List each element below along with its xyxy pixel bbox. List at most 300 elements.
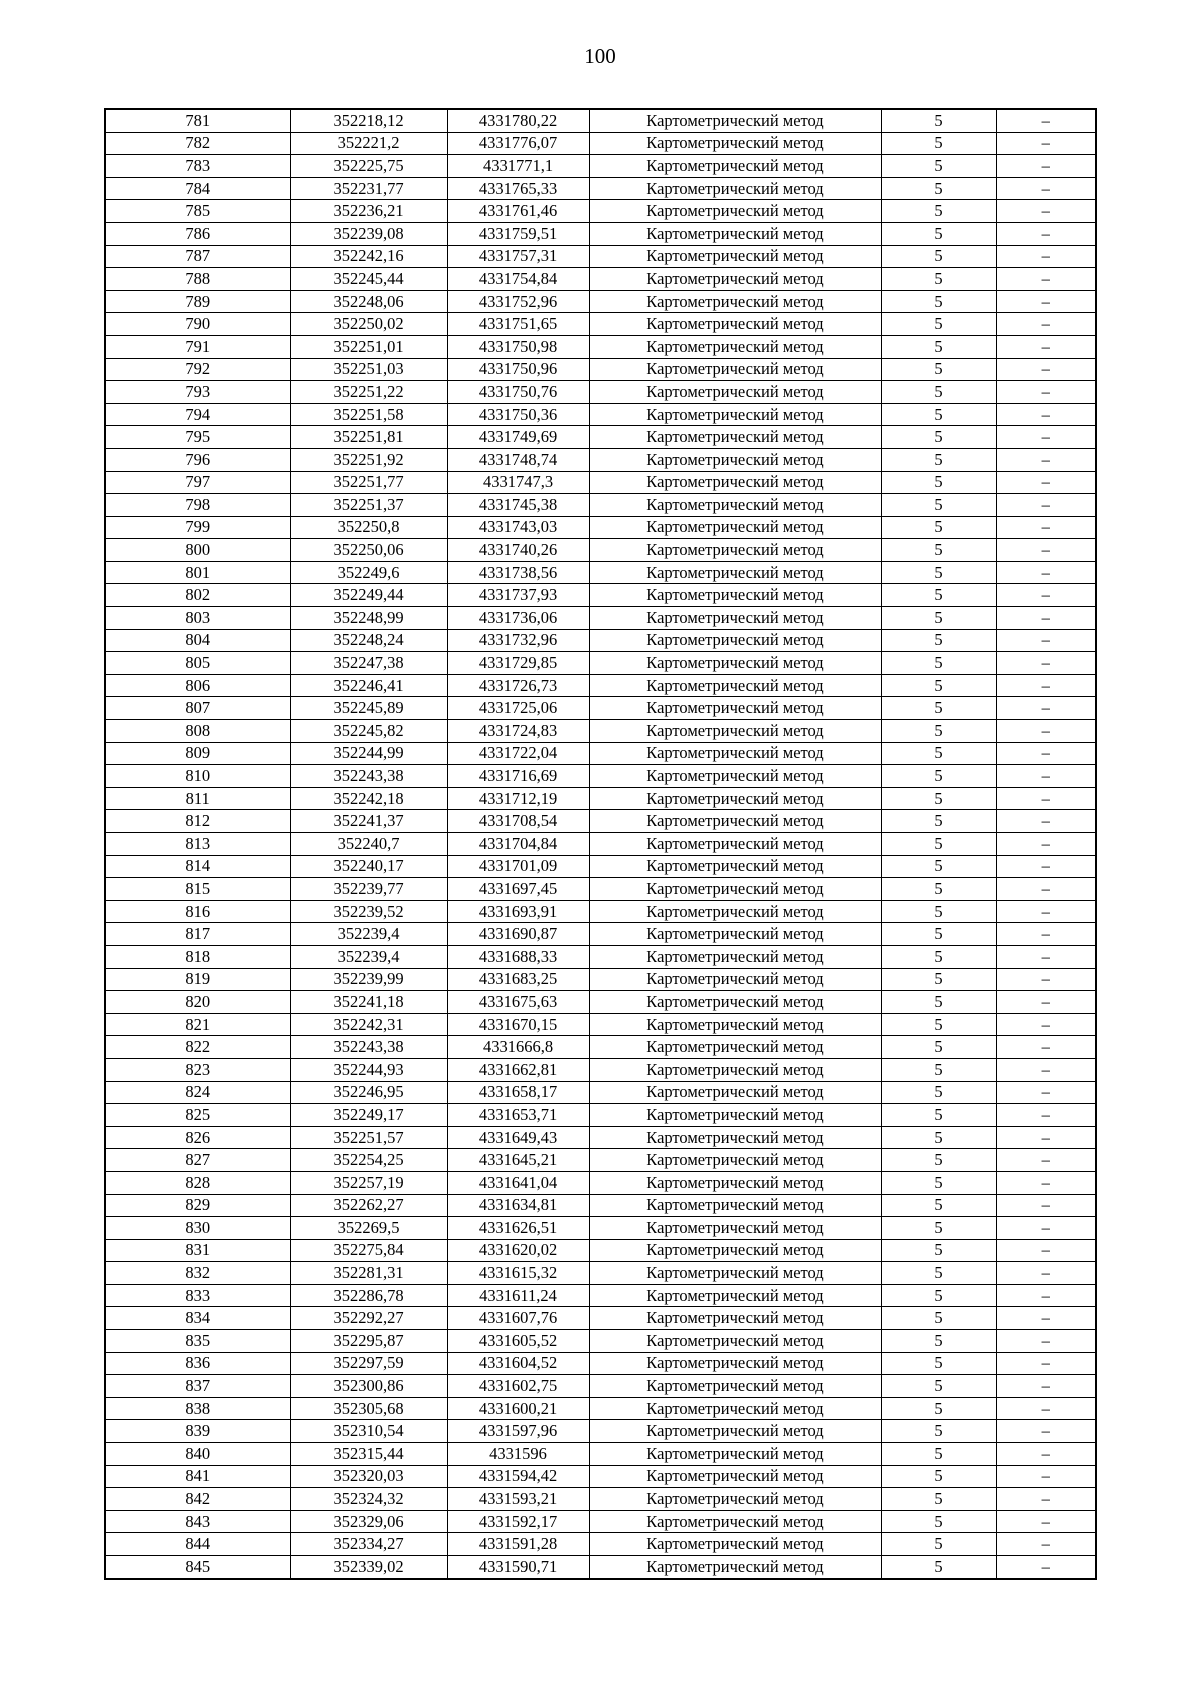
table-row: [105, 629, 1096, 652]
note-cell: –: [996, 494, 1096, 517]
x-coordinate-cell: 352305,68: [290, 1397, 447, 1420]
accuracy-cell: 5: [881, 313, 996, 336]
table-row: [105, 516, 1096, 539]
y-coordinate-cell: 4331757,31: [447, 245, 589, 268]
note-cell: –: [996, 268, 1096, 291]
x-coordinate-cell: 352250,8: [290, 516, 447, 539]
table-row: [105, 1194, 1096, 1217]
accuracy-cell: 5: [881, 1284, 996, 1307]
point-number-cell: 819: [105, 968, 290, 991]
point-number-cell: 786: [105, 222, 290, 245]
note-cell: –: [996, 313, 1096, 336]
table-row: [105, 607, 1096, 630]
method-cell: Картометрический метод: [589, 1262, 881, 1285]
y-coordinate-cell: 4331693,91: [447, 900, 589, 923]
method-cell: Картометрический метод: [589, 1488, 881, 1511]
table-row: [105, 1104, 1096, 1127]
note-cell: –: [996, 1262, 1096, 1285]
y-coordinate-cell: 4331701,09: [447, 855, 589, 878]
accuracy-cell: 5: [881, 155, 996, 178]
note-cell: –: [996, 900, 1096, 923]
point-number-cell: 815: [105, 878, 290, 901]
y-coordinate-cell: 4331736,06: [447, 607, 589, 630]
accuracy-cell: 5: [881, 810, 996, 833]
accuracy-cell: 5: [881, 945, 996, 968]
accuracy-cell: 5: [881, 1375, 996, 1398]
point-number-cell: 781: [105, 109, 290, 132]
y-coordinate-cell: 4331658,17: [447, 1081, 589, 1104]
table-row: [105, 1330, 1096, 1353]
note-cell: –: [996, 1397, 1096, 1420]
y-coordinate-cell: 4331729,85: [447, 652, 589, 675]
point-number-cell: 828: [105, 1171, 290, 1194]
x-coordinate-cell: 352339,02: [290, 1556, 447, 1579]
table-row: [105, 968, 1096, 991]
note-cell: –: [996, 1465, 1096, 1488]
accuracy-cell: 5: [881, 494, 996, 517]
y-coordinate-cell: 4331748,74: [447, 448, 589, 471]
table-row: [105, 991, 1096, 1014]
x-coordinate-cell: 352243,38: [290, 1036, 447, 1059]
x-coordinate-cell: 352334,27: [290, 1533, 447, 1556]
point-number-cell: 821: [105, 1013, 290, 1036]
y-coordinate-cell: 4331749,69: [447, 426, 589, 449]
method-cell: Картометрический метод: [589, 1081, 881, 1104]
method-cell: Картометрический метод: [589, 109, 881, 132]
x-coordinate-cell: 352251,57: [290, 1126, 447, 1149]
y-coordinate-cell: 4331712,19: [447, 787, 589, 810]
y-coordinate-cell: 4331666,8: [447, 1036, 589, 1059]
table-row: [105, 1307, 1096, 1330]
y-coordinate-cell: 4331708,54: [447, 810, 589, 833]
x-coordinate-cell: 352240,17: [290, 855, 447, 878]
table-row: [105, 652, 1096, 675]
x-coordinate-cell: 352248,99: [290, 607, 447, 630]
table-row: [105, 1058, 1096, 1081]
accuracy-cell: 5: [881, 968, 996, 991]
x-coordinate-cell: 352250,06: [290, 539, 447, 562]
point-number-cell: 837: [105, 1375, 290, 1398]
note-cell: –: [996, 697, 1096, 720]
table-row: [105, 448, 1096, 471]
accuracy-cell: 5: [881, 900, 996, 923]
table-row: [105, 539, 1096, 562]
note-cell: –: [996, 720, 1096, 743]
y-coordinate-cell: 4331615,32: [447, 1262, 589, 1285]
table-row: [105, 945, 1096, 968]
x-coordinate-cell: 352239,4: [290, 945, 447, 968]
point-number-cell: 817: [105, 923, 290, 946]
table-row: [105, 1465, 1096, 1488]
point-number-cell: 833: [105, 1284, 290, 1307]
note-cell: –: [996, 810, 1096, 833]
method-cell: Картометрический метод: [589, 1443, 881, 1466]
point-number-cell: 836: [105, 1352, 290, 1375]
y-coordinate-cell: 4331704,84: [447, 833, 589, 856]
table-row: [105, 1375, 1096, 1398]
x-coordinate-cell: 352218,12: [290, 109, 447, 132]
method-cell: Картометрический метод: [589, 268, 881, 291]
point-number-cell: 804: [105, 629, 290, 652]
note-cell: –: [996, 945, 1096, 968]
accuracy-cell: 5: [881, 991, 996, 1014]
y-coordinate-cell: 4331732,96: [447, 629, 589, 652]
table-row: [105, 1443, 1096, 1466]
table-row: [105, 109, 1096, 132]
table-row: [105, 155, 1096, 178]
accuracy-cell: 5: [881, 1217, 996, 1240]
y-coordinate-cell: 4331600,21: [447, 1397, 589, 1420]
x-coordinate-cell: 352242,16: [290, 245, 447, 268]
note-cell: –: [996, 833, 1096, 856]
note-cell: –: [996, 155, 1096, 178]
method-cell: Картометрический метод: [589, 1533, 881, 1556]
method-cell: Картометрический метод: [589, 516, 881, 539]
y-coordinate-cell: 4331750,76: [447, 381, 589, 404]
y-coordinate-cell: 4331750,98: [447, 335, 589, 358]
x-coordinate-cell: 352251,22: [290, 381, 447, 404]
accuracy-cell: 5: [881, 1420, 996, 1443]
note-cell: –: [996, 1284, 1096, 1307]
method-cell: Картометрический метод: [589, 945, 881, 968]
method-cell: Картометрический метод: [589, 1397, 881, 1420]
point-number-cell: 827: [105, 1149, 290, 1172]
coordinates-table: [104, 108, 1097, 1580]
method-cell: Картометрический метод: [589, 426, 881, 449]
point-number-cell: 832: [105, 1262, 290, 1285]
table-row: [105, 720, 1096, 743]
note-cell: –: [996, 109, 1096, 132]
y-coordinate-cell: 4331780,22: [447, 109, 589, 132]
table-row: [105, 584, 1096, 607]
note-cell: –: [996, 1488, 1096, 1511]
table-row: [105, 1149, 1096, 1172]
table-row: [105, 697, 1096, 720]
table-row: [105, 1126, 1096, 1149]
table-row: [105, 1533, 1096, 1556]
note-cell: –: [996, 1149, 1096, 1172]
note-cell: –: [996, 245, 1096, 268]
note-cell: –: [996, 652, 1096, 675]
y-coordinate-cell: 4331591,28: [447, 1533, 589, 1556]
note-cell: –: [996, 584, 1096, 607]
accuracy-cell: 5: [881, 1081, 996, 1104]
method-cell: Картометрический метод: [589, 471, 881, 494]
y-coordinate-cell: 4331605,52: [447, 1330, 589, 1353]
method-cell: Картометрический метод: [589, 900, 881, 923]
method-cell: Картометрический метод: [589, 1352, 881, 1375]
method-cell: Картометрический метод: [589, 539, 881, 562]
x-coordinate-cell: 352275,84: [290, 1239, 447, 1262]
point-number-cell: 843: [105, 1510, 290, 1533]
note-cell: –: [996, 1375, 1096, 1398]
table-row: [105, 855, 1096, 878]
accuracy-cell: 5: [881, 742, 996, 765]
method-cell: Картометрический метод: [589, 1420, 881, 1443]
accuracy-cell: 5: [881, 787, 996, 810]
y-coordinate-cell: 4331690,87: [447, 923, 589, 946]
accuracy-cell: 5: [881, 923, 996, 946]
x-coordinate-cell: 352239,08: [290, 222, 447, 245]
y-coordinate-cell: 4331620,02: [447, 1239, 589, 1262]
method-cell: Картометрический метод: [589, 923, 881, 946]
y-coordinate-cell: 4331645,21: [447, 1149, 589, 1172]
x-coordinate-cell: 352315,44: [290, 1443, 447, 1466]
note-cell: –: [996, 1013, 1096, 1036]
note-cell: –: [996, 1194, 1096, 1217]
accuracy-cell: 5: [881, 1330, 996, 1353]
note-cell: –: [996, 381, 1096, 404]
y-coordinate-cell: 4331594,42: [447, 1465, 589, 1488]
y-coordinate-cell: 4331724,83: [447, 720, 589, 743]
table-row: [105, 765, 1096, 788]
accuracy-cell: 5: [881, 833, 996, 856]
x-coordinate-cell: 352251,92: [290, 448, 447, 471]
note-cell: –: [996, 561, 1096, 584]
point-number-cell: 793: [105, 381, 290, 404]
y-coordinate-cell: 4331697,45: [447, 878, 589, 901]
table-row: [105, 787, 1096, 810]
x-coordinate-cell: 352242,18: [290, 787, 447, 810]
point-number-cell: 830: [105, 1217, 290, 1240]
table-row: [105, 1217, 1096, 1240]
point-number-cell: 838: [105, 1397, 290, 1420]
x-coordinate-cell: 352251,03: [290, 358, 447, 381]
point-number-cell: 806: [105, 674, 290, 697]
x-coordinate-cell: 352244,93: [290, 1058, 447, 1081]
table-row: [105, 1081, 1096, 1104]
note-cell: –: [996, 539, 1096, 562]
note-cell: –: [996, 448, 1096, 471]
y-coordinate-cell: 4331725,06: [447, 697, 589, 720]
x-coordinate-cell: 352286,78: [290, 1284, 447, 1307]
point-number-cell: 798: [105, 494, 290, 517]
note-cell: –: [996, 471, 1096, 494]
point-number-cell: 805: [105, 652, 290, 675]
accuracy-cell: 5: [881, 1149, 996, 1172]
table-row: [105, 494, 1096, 517]
accuracy-cell: 5: [881, 109, 996, 132]
note-cell: –: [996, 1307, 1096, 1330]
note-cell: –: [996, 765, 1096, 788]
method-cell: Картометрический метод: [589, 1375, 881, 1398]
method-cell: Картометрический метод: [589, 1330, 881, 1353]
x-coordinate-cell: 352236,21: [290, 200, 447, 223]
x-coordinate-cell: 352281,31: [290, 1262, 447, 1285]
x-coordinate-cell: 352251,58: [290, 403, 447, 426]
table-row: [105, 177, 1096, 200]
method-cell: Картометрический метод: [589, 358, 881, 381]
method-cell: Картометрический метод: [589, 1058, 881, 1081]
x-coordinate-cell: 352231,77: [290, 177, 447, 200]
y-coordinate-cell: 4331737,93: [447, 584, 589, 607]
y-coordinate-cell: 4331716,69: [447, 765, 589, 788]
accuracy-cell: 5: [881, 268, 996, 291]
method-cell: Картометрический метод: [589, 584, 881, 607]
note-cell: –: [996, 1556, 1096, 1579]
x-coordinate-cell: 352245,82: [290, 720, 447, 743]
y-coordinate-cell: 4331634,81: [447, 1194, 589, 1217]
note-cell: –: [996, 403, 1096, 426]
accuracy-cell: 5: [881, 290, 996, 313]
table-row: [105, 1171, 1096, 1194]
accuracy-cell: 5: [881, 1397, 996, 1420]
accuracy-cell: 5: [881, 765, 996, 788]
accuracy-cell: 5: [881, 426, 996, 449]
y-coordinate-cell: 4331776,07: [447, 132, 589, 155]
table-row: [105, 471, 1096, 494]
method-cell: Картометрический метод: [589, 833, 881, 856]
accuracy-cell: 5: [881, 177, 996, 200]
table-row: [105, 833, 1096, 856]
note-cell: –: [996, 629, 1096, 652]
y-coordinate-cell: 4331751,65: [447, 313, 589, 336]
accuracy-cell: 5: [881, 855, 996, 878]
note-cell: –: [996, 1126, 1096, 1149]
y-coordinate-cell: 4331607,76: [447, 1307, 589, 1330]
x-coordinate-cell: 352297,59: [290, 1352, 447, 1375]
method-cell: Картометрический метод: [589, 448, 881, 471]
point-number-cell: 807: [105, 697, 290, 720]
table-row: [105, 1420, 1096, 1443]
note-cell: –: [996, 1058, 1096, 1081]
table-row: [105, 1262, 1096, 1285]
point-number-cell: 811: [105, 787, 290, 810]
x-coordinate-cell: 352239,52: [290, 900, 447, 923]
point-number-cell: 812: [105, 810, 290, 833]
x-coordinate-cell: 352292,27: [290, 1307, 447, 1330]
point-number-cell: 840: [105, 1443, 290, 1466]
note-cell: –: [996, 1330, 1096, 1353]
x-coordinate-cell: 352248,24: [290, 629, 447, 652]
point-number-cell: 823: [105, 1058, 290, 1081]
point-number-cell: 802: [105, 584, 290, 607]
accuracy-cell: 5: [881, 1058, 996, 1081]
point-number-cell: 799: [105, 516, 290, 539]
point-number-cell: 803: [105, 607, 290, 630]
y-coordinate-cell: 4331596: [447, 1443, 589, 1466]
x-coordinate-cell: 352269,5: [290, 1217, 447, 1240]
x-coordinate-cell: 352243,38: [290, 765, 447, 788]
point-number-cell: 796: [105, 448, 290, 471]
note-cell: –: [996, 878, 1096, 901]
note-cell: –: [996, 335, 1096, 358]
method-cell: Картометрический метод: [589, 968, 881, 991]
x-coordinate-cell: 352239,4: [290, 923, 447, 946]
method-cell: Картометрический метод: [589, 1036, 881, 1059]
point-number-cell: 794: [105, 403, 290, 426]
y-coordinate-cell: 4331752,96: [447, 290, 589, 313]
point-number-cell: 809: [105, 742, 290, 765]
note-cell: –: [996, 516, 1096, 539]
x-coordinate-cell: 352324,32: [290, 1488, 447, 1511]
x-coordinate-cell: 352225,75: [290, 155, 447, 178]
method-cell: Картометрический метод: [589, 878, 881, 901]
method-cell: Картометрический метод: [589, 652, 881, 675]
method-cell: Картометрический метод: [589, 313, 881, 336]
method-cell: Картометрический метод: [589, 607, 881, 630]
method-cell: Картометрический метод: [589, 765, 881, 788]
accuracy-cell: 5: [881, 652, 996, 675]
point-number-cell: 783: [105, 155, 290, 178]
point-number-cell: 801: [105, 561, 290, 584]
table-row: [105, 1510, 1096, 1533]
x-coordinate-cell: 352240,7: [290, 833, 447, 856]
accuracy-cell: 5: [881, 200, 996, 223]
note-cell: –: [996, 1081, 1096, 1104]
x-coordinate-cell: 352245,89: [290, 697, 447, 720]
method-cell: Картометрический метод: [589, 810, 881, 833]
method-cell: Картометрический метод: [589, 855, 881, 878]
y-coordinate-cell: 4331675,63: [447, 991, 589, 1014]
accuracy-cell: 5: [881, 132, 996, 155]
method-cell: Картометрический метод: [589, 787, 881, 810]
point-number-cell: 810: [105, 765, 290, 788]
x-coordinate-cell: 352246,41: [290, 674, 447, 697]
table-row: [105, 1352, 1096, 1375]
accuracy-cell: 5: [881, 381, 996, 404]
y-coordinate-cell: 4331662,81: [447, 1058, 589, 1081]
x-coordinate-cell: 352257,19: [290, 1171, 447, 1194]
accuracy-cell: 5: [881, 1194, 996, 1217]
method-cell: Картометрический метод: [589, 1013, 881, 1036]
point-number-cell: 845: [105, 1556, 290, 1579]
note-cell: –: [996, 855, 1096, 878]
point-number-cell: 784: [105, 177, 290, 200]
point-number-cell: 831: [105, 1239, 290, 1262]
x-coordinate-cell: 352247,38: [290, 652, 447, 675]
note-cell: –: [996, 222, 1096, 245]
x-coordinate-cell: 352320,03: [290, 1465, 447, 1488]
point-number-cell: 788: [105, 268, 290, 291]
note-cell: –: [996, 923, 1096, 946]
note-cell: –: [996, 1533, 1096, 1556]
accuracy-cell: 5: [881, 1465, 996, 1488]
point-number-cell: 824: [105, 1081, 290, 1104]
point-number-cell: 839: [105, 1420, 290, 1443]
accuracy-cell: 5: [881, 335, 996, 358]
note-cell: –: [996, 674, 1096, 697]
method-cell: Картометрический метод: [589, 403, 881, 426]
accuracy-cell: 5: [881, 1307, 996, 1330]
method-cell: Картометрический метод: [589, 991, 881, 1014]
note-cell: –: [996, 1217, 1096, 1240]
accuracy-cell: 5: [881, 1510, 996, 1533]
table-row: [105, 1488, 1096, 1511]
point-number-cell: 835: [105, 1330, 290, 1353]
y-coordinate-cell: 4331722,04: [447, 742, 589, 765]
point-number-cell: 787: [105, 245, 290, 268]
note-cell: –: [996, 991, 1096, 1014]
y-coordinate-cell: 4331761,46: [447, 200, 589, 223]
table-row: [105, 245, 1096, 268]
accuracy-cell: 5: [881, 1556, 996, 1579]
point-number-cell: 834: [105, 1307, 290, 1330]
method-cell: Картометрический метод: [589, 222, 881, 245]
note-cell: –: [996, 742, 1096, 765]
y-coordinate-cell: 4331626,51: [447, 1217, 589, 1240]
table-row: [105, 923, 1096, 946]
method-cell: Картометрический метод: [589, 1149, 881, 1172]
note-cell: –: [996, 1239, 1096, 1262]
accuracy-cell: 5: [881, 1239, 996, 1262]
table-row: [105, 335, 1096, 358]
y-coordinate-cell: 4331747,3: [447, 471, 589, 494]
method-cell: Картометрический метод: [589, 742, 881, 765]
method-cell: Картометрический метод: [589, 629, 881, 652]
x-coordinate-cell: 352295,87: [290, 1330, 447, 1353]
y-coordinate-cell: 4331743,03: [447, 516, 589, 539]
